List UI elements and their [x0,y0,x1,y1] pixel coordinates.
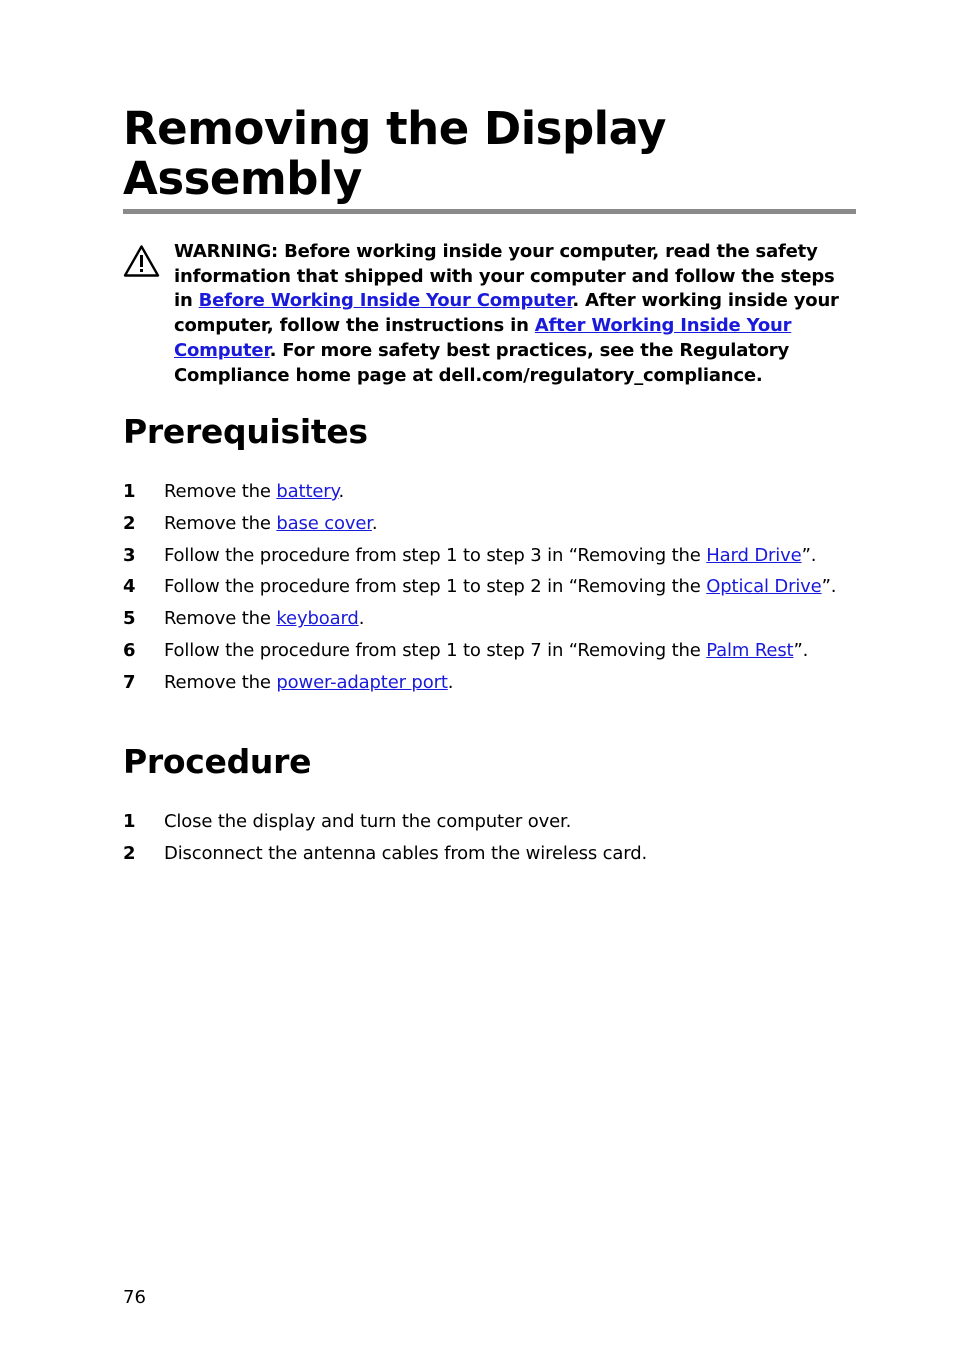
title-rule [123,209,856,214]
list-item [123,575,856,599]
prerequisites-list [123,480,856,703]
list-item [123,544,856,568]
step-number: 4 [123,576,136,598]
page-title-line-2: Assembly [123,152,362,205]
step-text: Close the display and turn the computer over. [164,811,572,832]
list-item [123,512,856,536]
palm-rest-link[interactable]: Palm Rest [706,639,794,661]
step-text: Follow the procedure from step 1 to step 2 in “Removing the [164,576,707,598]
step-number: 2 [123,512,136,534]
list-item [123,671,856,695]
step-number: 5 [123,608,136,630]
warning-text-1: WARNING: Before working inside your computer, read the safety information that shipped with your computer and follow the steps in [174,241,835,312]
prerequisites-heading: Prerequisites [123,412,368,451]
optical-drive-link[interactable]: Optical Drive [706,576,822,598]
step-number: 6 [123,639,136,661]
step-text: Remove the [164,608,277,630]
list-item [123,480,856,504]
base-cover-link[interactable]: base cover [276,512,372,534]
step-text: Follow the procedure from step 1 to step 7 in “Removing the [164,639,707,661]
step-number: 1 [123,481,136,502]
step-text-end: ”. [821,576,837,598]
list-item [123,639,856,663]
keyboard-link[interactable]: keyboard [276,608,359,630]
step-number: 2 [123,842,136,864]
step-text: Remove the [164,512,277,534]
step-text-end: ”. [793,639,809,661]
after-working-link[interactable]: After Working Inside Your Computer [174,315,792,361]
step-text-end: ”. [801,544,817,566]
page-title-line-1: Removing the Display [123,102,666,155]
warning-text-2: . After working inside your computer, follow the instructions in [174,290,839,337]
step-text-end: . [371,512,378,534]
page-number: 76 [123,1287,146,1308]
hard-drive-link[interactable]: Hard Drive [706,544,802,566]
step-text: Remove the [164,671,277,693]
step-text-end: . [447,671,454,693]
step-text-end: . [358,608,365,630]
procedure-list [123,810,856,874]
step-text: Follow the procedure from step 1 to step 3 in “Removing the [164,544,707,566]
step-text-end: . [338,481,345,502]
step-number: 3 [123,544,136,566]
step-text: Disconnect the antenna cables from the wireless card. [164,842,648,864]
page-title [123,104,855,204]
step-number: 1 [123,811,136,832]
warning-text-3: . For more safety best practices, see the Regulatory Compliance home page at dell.com/regulatory_compliance. [174,339,790,386]
step-number: 7 [123,671,136,693]
list-item [123,607,856,631]
list-item [123,842,856,866]
warning-triangle-icon [123,244,160,278]
battery-link[interactable]: battery [276,481,339,502]
procedure-heading: Procedure [123,742,312,781]
list-item [123,810,856,834]
before-working-link[interactable]: Before Working Inside Your Computer [198,290,573,312]
warning-text [174,240,854,388]
step-text: Remove the [164,481,277,502]
power-adapter-port-link[interactable]: power-adapter port [276,671,448,693]
